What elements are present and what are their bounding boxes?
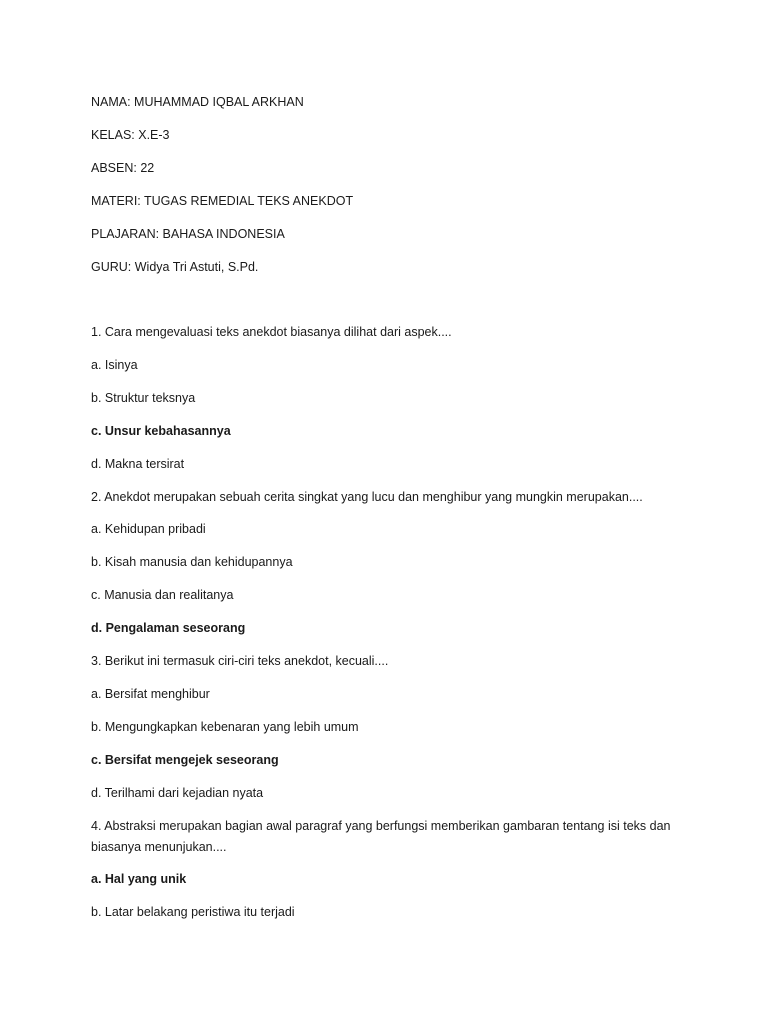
- question-2: 2. Anekdot merupakan sebuah cerita singkat yang lucu dan menghibur yang mungkin merupakan....: [91, 490, 643, 504]
- question-4: 4. Abstraksi merupakan bagian awal paragraf yang berfungsi memberikan gambaran tentang isi teks dan biasanya menunjukan....: [91, 819, 671, 854]
- student-number: ABSEN: 22: [91, 161, 155, 175]
- question-1-option-c: c. Unsur kebahasannya: [91, 424, 231, 438]
- teacher: GURU: Widya Tri Astuti, S.Pd.: [91, 260, 259, 274]
- question-4-option-b: b. Latar belakang peristiwa itu terjadi: [91, 905, 295, 919]
- question-1-option-b: b. Struktur teksnya: [91, 391, 196, 405]
- material-topic: MATERI: TUGAS REMEDIAL TEKS ANEKDOT: [91, 194, 354, 208]
- question-1-option-d: d. Makna tersirat: [91, 457, 185, 471]
- question-4-option-a: a. Hal yang unik: [91, 872, 187, 886]
- question-1: 1. Cara mengevaluasi teks anekdot biasanya dilihat dari aspek....: [91, 325, 452, 339]
- subject: PLAJARAN: BAHASA INDONESIA: [91, 227, 285, 241]
- question-3-option-c: c. Bersifat mengejek seseorang: [91, 753, 279, 767]
- question-2-option-d: d. Pengalaman seseorang: [91, 621, 246, 635]
- question-3: 3. Berikut ini termasuk ciri-ciri teks anekdot, kecuali....: [91, 654, 389, 668]
- student-class: KELAS: X.E-3: [91, 128, 170, 142]
- question-1-option-a: a. Isinya: [91, 358, 138, 372]
- question-3-option-a: a. Bersifat menghibur: [91, 687, 210, 701]
- question-3-option-d: d. Terilhami dari kejadian nyata: [91, 786, 264, 800]
- student-name: NAMA: MUHAMMAD IQBAL ARKHAN: [91, 95, 304, 109]
- question-2-option-c: c. Manusia dan realitanya: [91, 588, 234, 602]
- question-2-option-a: a. Kehidupan pribadi: [91, 522, 206, 536]
- question-3-option-b: b. Mengungkapkan kebenaran yang lebih umum: [91, 720, 359, 734]
- question-2-option-b: b. Kisah manusia dan kehidupannya: [91, 555, 293, 569]
